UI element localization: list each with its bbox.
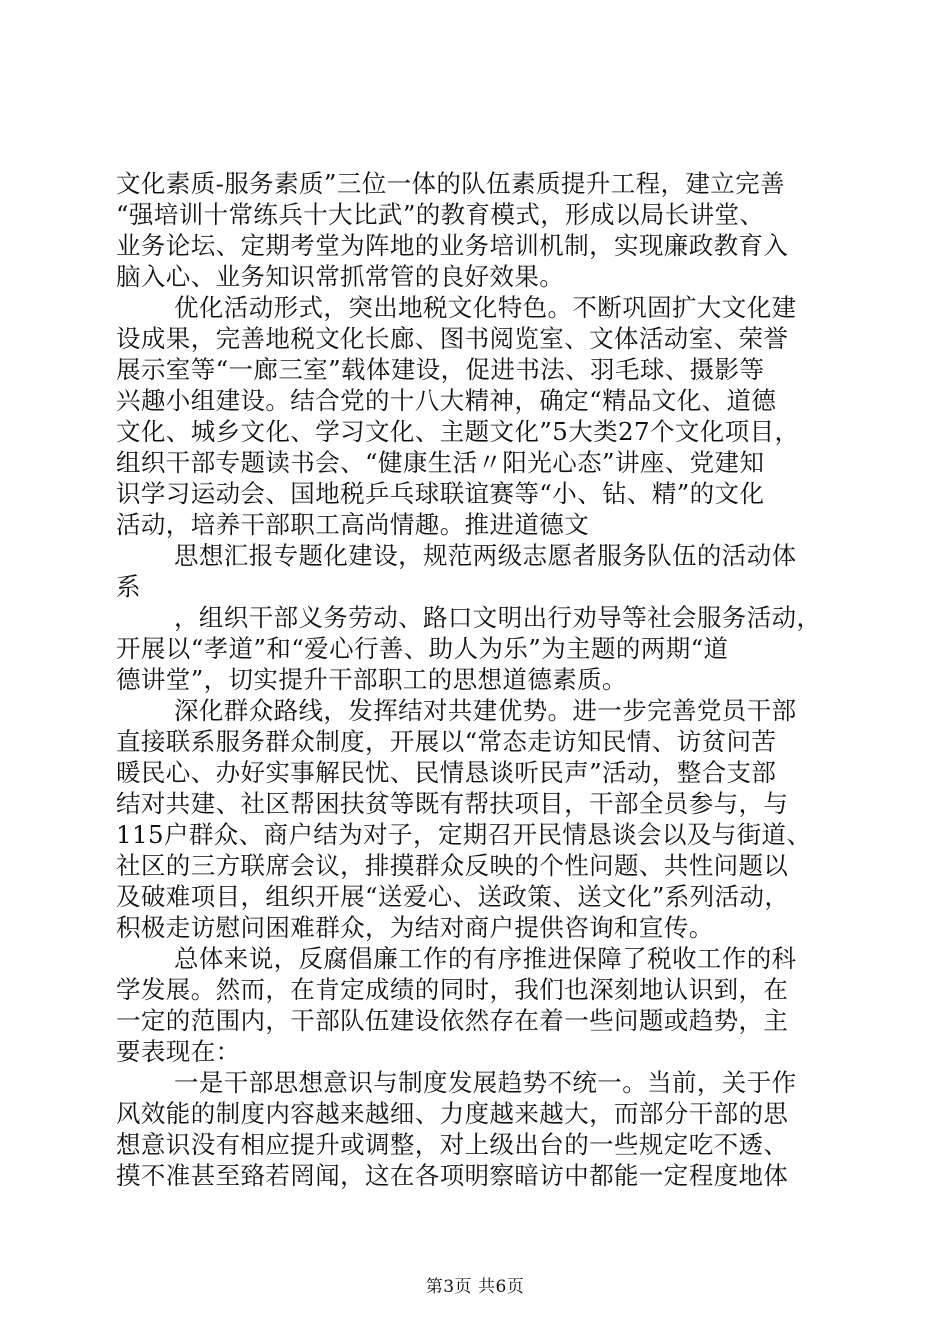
text-line: 直接联系服务群众制度，开展以“常态走访知民情、访贫问苦 [116, 727, 777, 756]
text-line: 兴趣小组建设。结合党的十八大精神，确定“精品文化、道德 [116, 386, 777, 415]
text-line: 开展以“孝道”和“爱心行善、助人为乐”为主题的两期“道 [116, 634, 729, 663]
text-line: 学发展。然而，在肯定成绩的同时，我们也深刻地认识到，在 [116, 975, 789, 1004]
text-line: 总体来说，反腐倡廉工作的有序推进保障了税收工作的科 [174, 944, 797, 973]
text-line: 暖民心、办好实事解民忧、民情恳谈听民声”活动，整合支部 [116, 758, 777, 787]
text-line: 活动，培养干部职工高尚情趣。推进道德文 [116, 510, 590, 539]
text-line: 想意识没有相应提升或调整，对上级出台的一些规定吃不透、 [116, 1130, 789, 1159]
text-line: 脑入心、业务知识常抓常管的良好效果。 [116, 262, 565, 291]
text-line: 组织干部专题读书会、“健康生活〃阳光心态”讲座、党建知 [116, 448, 765, 477]
text-line: 积极走访慰问困难群众，为结对商户提供咨询和宣传。 [116, 913, 714, 942]
text-line: 文化、城乡文化、学习文化、主题文化”5大类27个文化项目， [116, 417, 800, 446]
text-line: 一是干部思想意识与制度发展趋势不统一。当前，关于作 [174, 1068, 797, 1097]
text-line: 风效能的制度内容越来越细、力度越来越大，而部分干部的思 [116, 1099, 789, 1128]
text-line: 文化素质-服务素质”三位一体的队伍素质提升工程，建立完善 [116, 169, 786, 198]
text-line: 业务论坛、定期考堂为阵地的业务培训机制，实现廉政教育入 [116, 231, 789, 260]
text-line: 设成果，完善地税文化长廊、图书阅览室、文体活动室、荣誉 [116, 324, 789, 353]
text-line: 115户群众、商户结为对子，定期召开民情恳谈会以及与街道、 [116, 820, 812, 849]
text-line: “强培训十常练兵十大比武”的教育模式，形成以局长讲堂、 [116, 200, 765, 229]
text-line: 优化活动形式，突出地税文化特色。不断巩固扩大文化建 [174, 293, 797, 322]
text-line: 深化群众路线，发挥结对共建优势。进一步完善党员干部 [174, 696, 797, 725]
text-line: 一定的范围内，干部队伍建设依然存在着一些问题或趋势，主 [116, 1006, 789, 1035]
text-line: 思想汇报专题化建设，规范两级志愿者服务队伍的活动体 [174, 541, 797, 570]
text-line: 结对共建、社区帮困扶贫等既有帮扶项目，干部全员参与，与 [116, 789, 789, 818]
text-line: 德讲堂”，切实提升干部职工的思想道德素质。 [116, 665, 627, 694]
text-line: 及破难项目，组织开展“送爱心、送政策、送文化”系列活动， [116, 882, 790, 911]
text-line: 要表现在： [116, 1037, 241, 1066]
text-line: 摸不准甚至臵若罔闻，这在各项明察暗访中都能一定程度地体 [116, 1161, 789, 1190]
text-line: 社区的三方联席会议，排摸群众反映的个性问题、共性问题以 [116, 851, 789, 880]
text-line: 展示室等“一廊三室”载体建设，促进书法、羽毛球、摄影等 [116, 355, 765, 384]
page-footer: 第3页 共6页 [425, 1277, 525, 1297]
text-line: ，组织干部义务劳动、路口文明出行劝导等社会服务活动， [174, 603, 822, 632]
text-line: 系 [116, 572, 141, 601]
document-body [116, 168, 832, 1191]
text-line: 识学习运动会、国地税乒乓球联谊赛等“小、钻、精”的文化 [116, 479, 765, 508]
